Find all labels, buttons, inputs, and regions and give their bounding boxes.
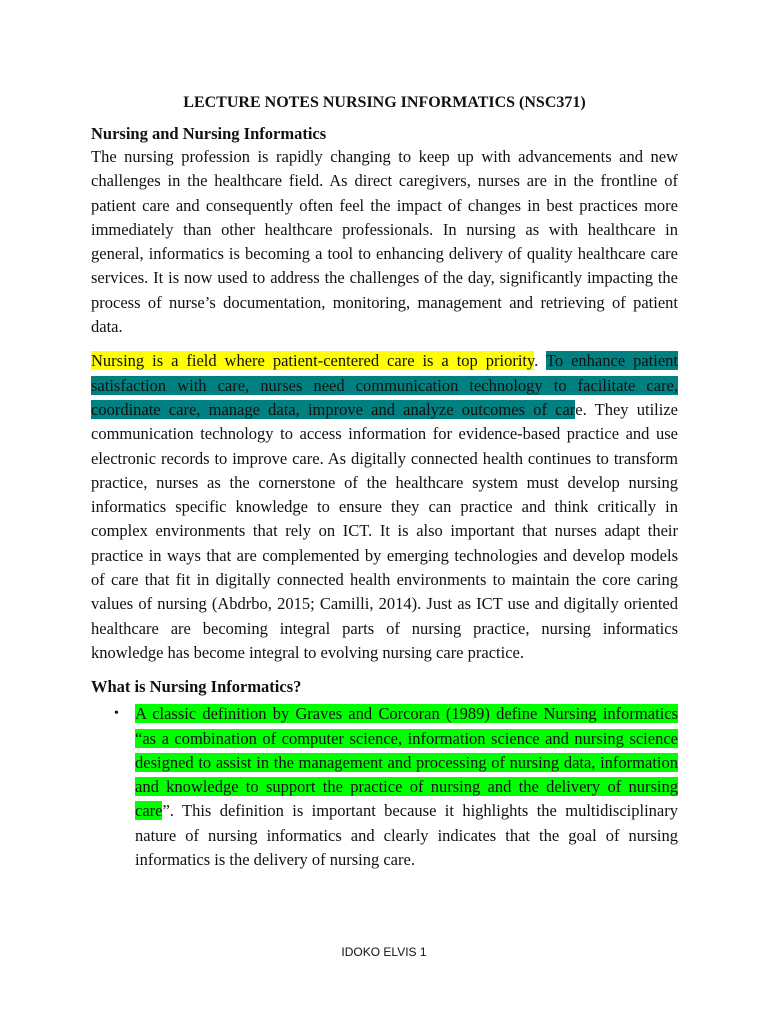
green-highlight-text: A classic definition by Graves and Corcoran (1989) define Nursing informatics “as a combination of computer science, information science and nursing science designed to assist in the management and processing of nursing data, information and knowledge to support the practice of nursing and the delivery of nursing care [135,704,678,821]
teal-highlight-text: To enhance patient satisfaction with care, nurses need communication technology to facilitate care, coordinate care, manage data, improve and analyze outcomes of car [91,351,679,419]
paragraph-patient-centered [91,349,678,665]
list-item-continuation: ”. This definition is important because it highlights the multidisciplinary nature of nursing informatics and clearly indicates that the goal of nursing informatics is the delivery of nursing care. [135,801,678,870]
document-page [91,92,678,872]
bullet-list [91,702,678,872]
document-title: LECTURE NOTES NURSING INFORMATICS (NSC371) [183,94,586,111]
section-heading-what-is: What is Nursing Informatics? [91,677,302,697]
list-item [114,702,678,872]
paragraph-intro: The nursing profession is rapidly changing to keep up with advancements and new challenges in the healthcare field. As direct caregivers, nurses are in the frontline of patient care and consequently often feel the impact of changes in best practices more immediately than other healthcare professionals. In nursing as with healthcare in general, informatics is becoming a tool to enhancing delivery of quality healthcare care services. It is now used to address the challenges of the day, significantly impacting the process of nurse’s documentation, monitoring, management and retrieving of patient data. [91,147,678,337]
bullet-icon: • [114,706,119,722]
sentence-separator: . [534,351,546,371]
page-footer: IDOKO ELVIS 1 [341,945,427,959]
yellow-highlight-text: Nursing is a field where patient-centered care is a top priority [91,351,535,371]
section-heading-nursing-informatics: Nursing and Nursing Informatics [91,124,327,143]
paragraph-continuation: e. They utilize communication technology to access information for evidence-based practice and use electronic records to improve care. As digitally connected health continues to transform practice, nurses as the cornerstone of the healthcare system must develop nursing informatics specific knowledge to ensure they can practice and think critically in complex environments that rely on ICT. It is also important that nurses adapt their practice in ways that are complemented by emerging technologies and develop models of care that fit in digitally connected health environments to maintain the core caring values of nursing (Abdrbo, 2015; Camilli, 2014). Just as ICT use and digitally oriented healthcare are becoming integral parts of nursing practice, nursing informatics knowledge has become integral to evolving nursing care practice. [91,399,678,662]
